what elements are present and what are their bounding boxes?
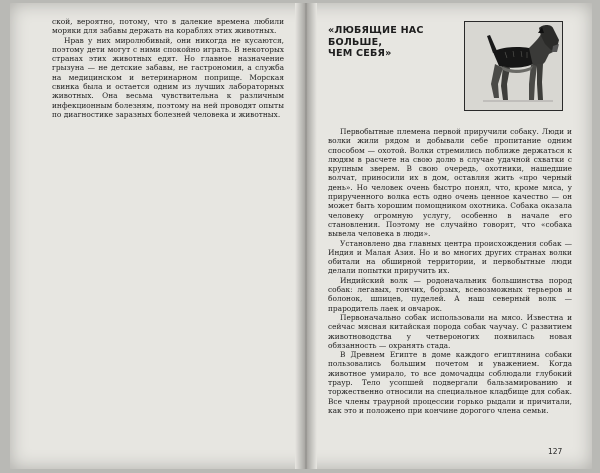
- left-paragraph-1: ской, вероятно, потому, что в далекие времена любили моряки для забавы держать на кораблях этих животных.: [52, 17, 284, 36]
- book-spread: [10, 3, 592, 469]
- chapter-title-line-2: БОЛЬШЕ,: [328, 36, 383, 48]
- article-body: [328, 127, 572, 415]
- article-paragraph-5: В Древнем Египте в доме каждого египтянина собаки пользовались большим почетом и уважением. Когда животное умирало, то все домочадцы соблюдали глубокий траур. Тело усопшей подвергали бальзамированию и торжественно относили на специальное кладбище для собак. Все члены траурной процессии горько рыдали и причитали, как это и положено при кончине дорогого члена семьи.: [328, 350, 572, 415]
- chapter-title-line-1: «ЛЮБЯЩИЕ НАС: [328, 25, 424, 36]
- airedale-terrier-dog-icon: [464, 21, 563, 111]
- chapter-title: [328, 25, 446, 60]
- article-paragraph-4: Первоначально собак использовали на мясо. Известна и сейчас мясная китайская порода собак чаучау. С развитием животноводства у четвероногих появилась новая обязанность — охранять стада.: [328, 312, 572, 350]
- left-page: [52, 17, 284, 457]
- book-gutter: [295, 3, 317, 469]
- left-paragraph-2: Нрав у них миролюбивый, они никогда не кусаются, поэтому дети могут с ними спокойно играть. В некоторых странах этих животных едят. Но главное назначение грызуна — не детские забавы, не гастрономия, а служба на медицинском и ветеринарном поприще. Морская свинка была и остается одним из лучших лабораторных животных. Она весьма чувствительна к различным инфекционным болезням, поэтому на ней проводят опыты по диагностике заразных болезней человека и животных.: [52, 35, 284, 119]
- article-paragraph-2: Установлено два главных центра происхождения собак — Индия и Малая Азия. Но и во многих других странах волки обитали на обширной территории, и первобытные люди делали попытки приручить их.: [328, 238, 572, 276]
- chapter-title-line-3: ЧЕМ СЕБЯ»: [328, 48, 392, 59]
- right-page: [328, 17, 572, 462]
- article-paragraph-1: Первобытные племена первой приручили собаку. Люди и волки жили рядом и добывали себе пропитание одним способом — охотой. Волки стремились поближе держаться к людям в расчете на свою долю в случае удачной схватки с крупным зверем. В свою очередь, охотники, нашедшие волчат, приносили их в дом, оставляя жить «про черный день». Но человек очень быстро понял, что, кроме мяса, у прирученного волка есть одно очень ценное качество — он может быть хорошим помощником охотника. Собака оказала человеку огромную услугу, особенно в начале его становления. Поэтому не случайно говорят, что «собака вывела человека в люди».: [328, 127, 572, 239]
- page-number: 127: [548, 447, 563, 456]
- article-paragraph-3: Индийский волк — родоначальник большинства пород собак: легавых, гончих, борзых, всевозможных терьеров и болонок, шпицев, пуделей. А наш северный волк — прародитель лаек и овчарок.: [328, 275, 572, 313]
